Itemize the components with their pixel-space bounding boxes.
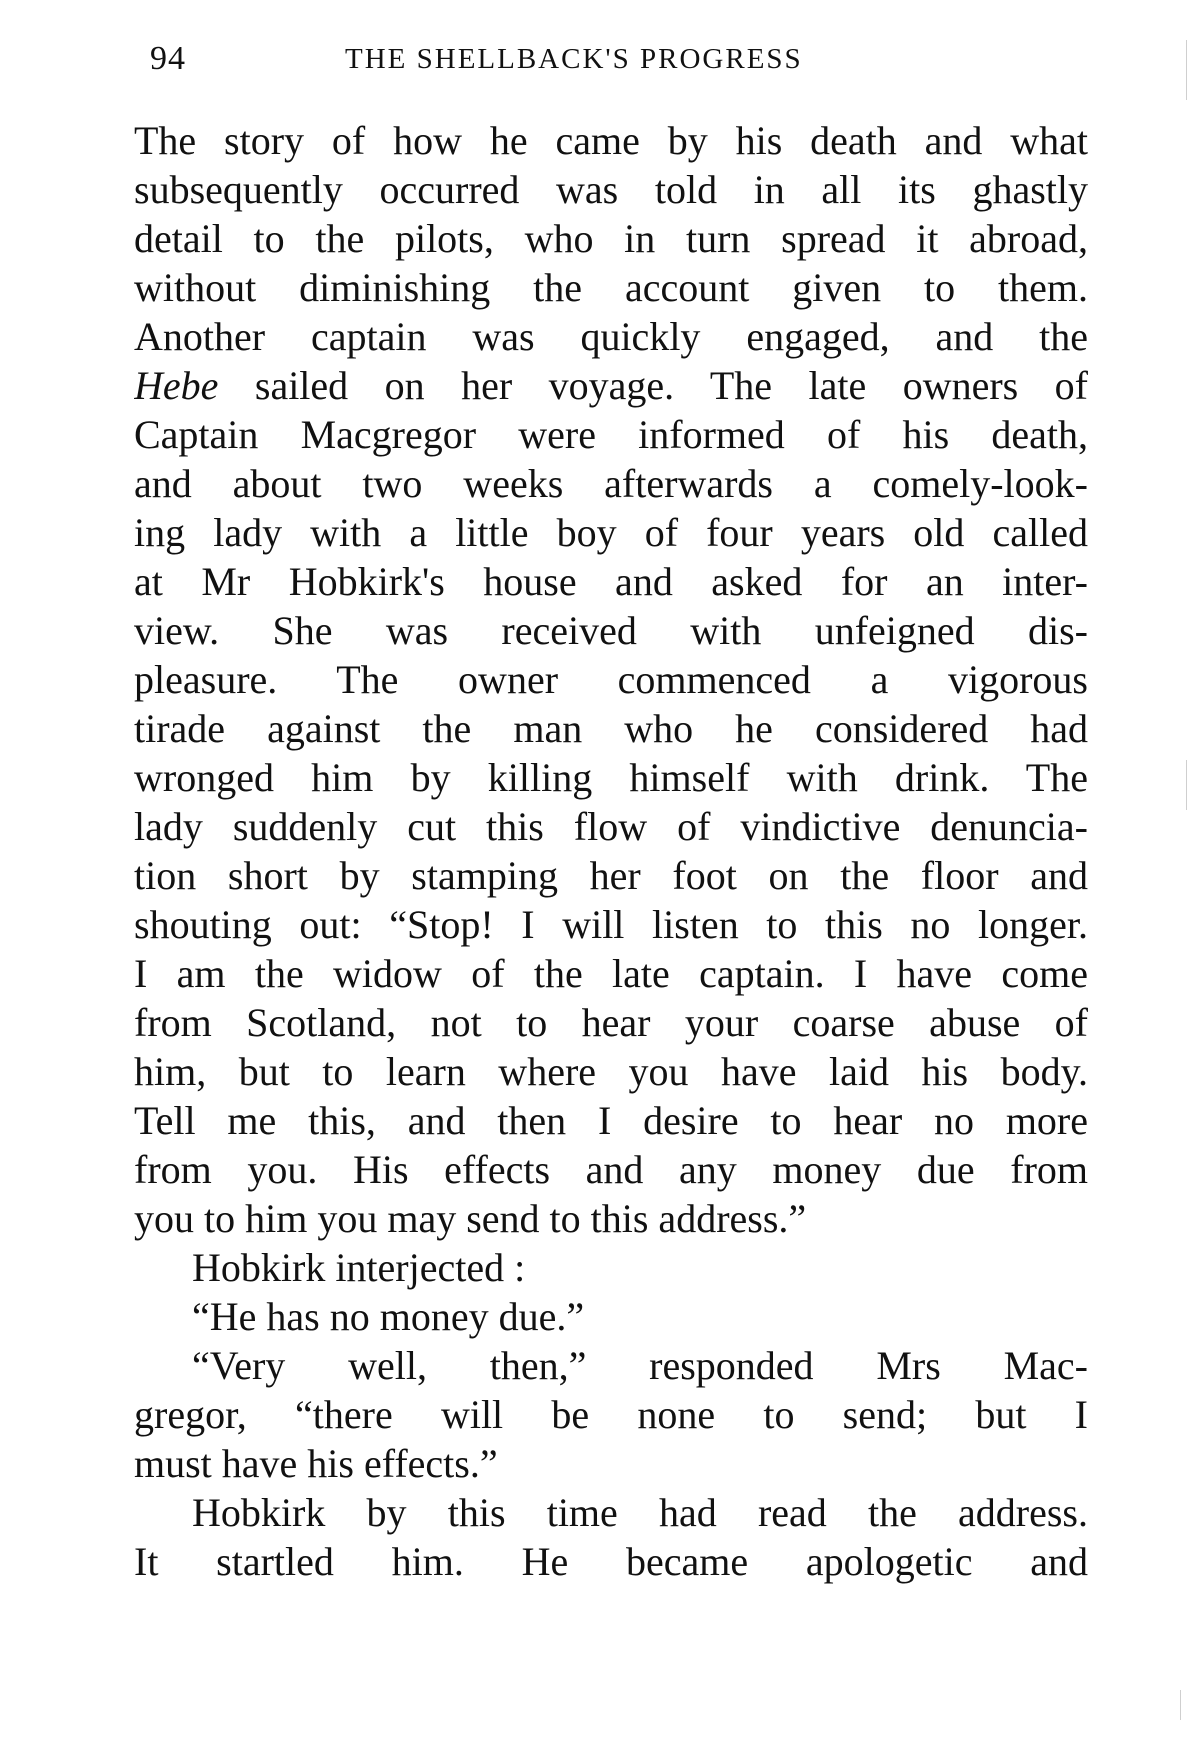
text-line: The story of how he came by his death and what	[134, 118, 1088, 163]
text-line: from Scotland, not to hear your coarse abuse of	[134, 1000, 1088, 1045]
text-line: from you. His effects and any money due from	[134, 1147, 1088, 1192]
text-line: him, but to learn where you have laid his body.	[134, 1049, 1088, 1094]
page-number: 94	[150, 40, 186, 77]
body-text	[134, 116, 1088, 1586]
page-edge-mark	[1180, 1690, 1181, 1720]
text-line: view. She was received with unfeigned dis-	[134, 608, 1088, 653]
text-line: “He has no money due.”	[192, 1294, 585, 1339]
text-line-remainder: sailed on her voyage. The late owners of	[254, 363, 1088, 408]
text-line: Captain Macgregor were informed of his death,	[134, 412, 1088, 457]
text-line: Tell me this, and then I desire to hear no more	[134, 1098, 1088, 1143]
text-line: I am the widow of the late captain. I have come	[134, 951, 1088, 996]
text-line: gregor, “there will be none to send; but I	[134, 1392, 1088, 1437]
text-line: “Very well, then,” responded Mrs Mac-	[192, 1343, 1088, 1388]
page-edge-mark	[1186, 40, 1187, 100]
text-line: ing lady with a little boy of four years old called	[134, 510, 1088, 555]
text-line: at Mr Hobkirk's house and asked for an inter-	[134, 559, 1088, 604]
text-line: It startled him. He became apologetic and	[134, 1539, 1088, 1584]
text-line: and about two weeks afterwards a comely-look-	[134, 461, 1088, 506]
running-title: THE SHELLBACK'S PROGRESS	[345, 43, 803, 75]
text-line: Hobkirk by this time had read the address.	[192, 1490, 1088, 1535]
text-line: tirade against the man who he considered had	[134, 706, 1088, 751]
page-edge-mark	[1186, 760, 1187, 810]
text-line	[134, 361, 1088, 410]
ship-name: Hebe	[134, 363, 219, 408]
text-line: must have his effects.”	[134, 1441, 498, 1486]
text-line: you to him you may send to this address.”	[134, 1196, 807, 1241]
text-line: shouting out: “Stop! I will listen to this no longer.	[134, 902, 1088, 947]
text-line: tion short by stamping her foot on the floor and	[134, 853, 1088, 898]
running-head	[150, 40, 920, 90]
text-line: subsequently occurred was told in all its ghastly	[134, 167, 1088, 212]
text-line: without diminishing the account given to them.	[134, 265, 1088, 310]
text-line: pleasure. The owner commenced a vigorous	[134, 657, 1088, 702]
text-line: wronged him by killing himself with drink. The	[134, 755, 1088, 800]
text-line: Another captain was quickly engaged, and the	[134, 314, 1088, 359]
text-line: detail to the pilots, who in turn spread it abroad,	[134, 216, 1088, 261]
text-line: lady suddenly cut this flow of vindictive denuncia-	[134, 804, 1088, 849]
text-line: Hobkirk interjected :	[192, 1245, 526, 1290]
